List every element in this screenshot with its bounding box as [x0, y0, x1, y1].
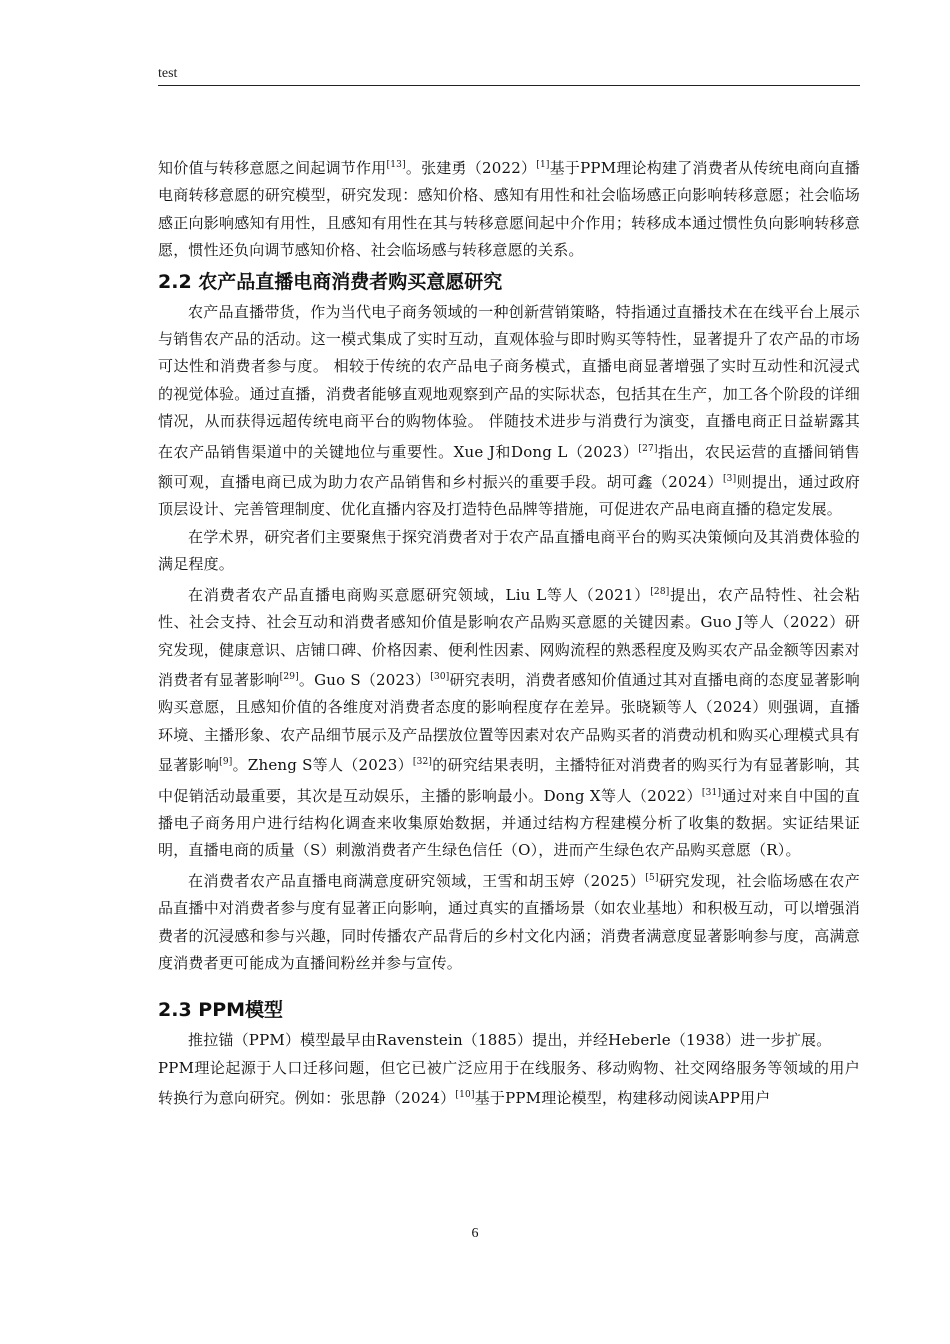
section-heading: 2.2 农产品直播电商消费者购买意愿研究: [158, 270, 503, 293]
page-body: [158, 152, 860, 1113]
citation-marker: [13]: [386, 160, 406, 170]
citation-marker: [3]: [722, 474, 737, 485]
running-header: test: [158, 66, 178, 81]
citation-marker: [29]: [279, 671, 299, 682]
spacer: [158, 977, 860, 993]
citation-marker: [9]: [219, 757, 233, 768]
page-number: 6: [471, 1226, 479, 1241]
section-heading: 2.3 PPM模型: [158, 999, 284, 1022]
body-paragraph: 在消费者农产品直播电商满意度研究领域，王雪和胡玉婷（2025）[5]研究发现，社会临场感在农产品直播中对消费者参与度有显著正向影响，通过真实的直播场景（如农业基地）和积极互动，可以增强消费者的沉浸感和参与兴趣，同时传播农产品背后的乡村文化内涵；消费者满意度显著影响参与度，高满意度消费者更可能成为直播间粉丝并参与宣传。: [158, 871, 860, 972]
citation-marker: [1]: [536, 160, 550, 170]
header-rule: [158, 85, 860, 86]
body-paragraph: 在消费者农产品直播电商购买意愿研究领域，Liu L等人（2021）[28]提出，农产品特性、社会粘性、社会支持、社会互动和消费者感知价值是影响农产品购买意愿的关键因素。Guo J等人（2022）研究发现，健康意识、店铺口碑、价格因素、便利性因素、网购流程的熟悉程度及购买农产品金额等因素对消费者有显著影响[29]。Guo S（2023）[30]研究表明，消费者感知价值通过其对直播电商的态度显著影响购买意愿，且感知价值的各维度对消费者态度的影响程度存在差异。张晓颖等人（2024）则强调，直播环境、主播形象、农产品细节展示及产品摆放位置等因素对农产品购买者的消费动机和购买心理模式具有显著影响[9]。Zheng S等人（2023）[32]的研究结果表明，主播特征对消费者的购买行为有显著影响，其中促销活动最重要，其次是互动娱乐，主播的影响最小。Dong X等人（2022）[31]通过对来自中国的直播电子商务用户进行结构化调查来收集原始数据，并通过结构方程建模分析了收集的数据。实证结果证明，直播电商的质量（S）刺激消费者产生绿色信任（O），进而产生绿色农产品购买意愿（R）。: [158, 585, 860, 860]
body-paragraph: 农产品直播带货，作为当代电子商务领域的一种创新营销策略，特指通过直播技术在在线平台上展示与销售农产品的活动。这一模式集成了实时互动，直观体验与即时购买等特性，显著提升了农产品的市场可达性和消费者参与度。 相较于传统的农产品电子商务模式，直播电商显著增强了实时互动性和沉浸式的视觉体验。通过直播，消费者能够直观地观察到产品的实际状态，包括其在生产，加工各个阶段的详细情况，从而获得远超传统电商平台的购物体验。 伴随技术进步与消费行为演变，直播电商正日益崭露其在农产品销售渠道中的关键地位与重要性。Xue J和Dong L（2023）[27]指出，农民运营的直播间销售额可观，直播电商已成为助力农产品销售和乡村振兴的重要手段。胡可鑫（2024）[3]则提出，通过政府顶层设计、完善管理制度、优化直播内容及打造特色品牌等措施，可促进农产品电商直播的稳定发展。: [158, 302, 860, 519]
body-paragraph: 推拉锚（PPM）模型最早由Ravenstein（1885）提出，并经Heberle（1938）进一步扩展。: [188, 1031, 832, 1050]
citation-marker: [5]: [645, 872, 659, 883]
citation-marker: [30]: [430, 671, 450, 682]
citation-marker: [31]: [701, 787, 722, 798]
citation-marker: [32]: [412, 757, 433, 768]
citation-marker: [27]: [638, 443, 658, 454]
body-paragraph: PPM理论起源于人口迁移问题，但它已被广泛应用于在线服务、移动购物、社交网络服务等领域的用户转换行为意向研究。例如：张思静（2024）[10]基于PPM理论模型，构建移动阅读APP用户: [158, 1058, 860, 1108]
citation-marker: [28]: [650, 586, 670, 597]
body-paragraph: 知价值与转移意愿之间起调节作用[13]。张建勇（2022）[1]基于PPM理论构建了消费者从传统电商向直播电商转移意愿的研究模型，研究发现：感知价格、感知有用性和社会临场感正向影响转移意愿；社会临场感正向影响感知有用性，且感知有用性在其与转移意愿间起中介作用；转移成本通过惯性负向影响转移意愿，惯性还负向调节感知价格、社会临场感与转移意愿的关系。: [158, 159, 860, 260]
citation-marker: [10]: [455, 1090, 475, 1101]
body-paragraph: 在学术界，研究者们主要聚焦于探究消费者对于农产品直播电商平台的购买决策倾向及其消费体验的满足程度。: [158, 527, 860, 574]
